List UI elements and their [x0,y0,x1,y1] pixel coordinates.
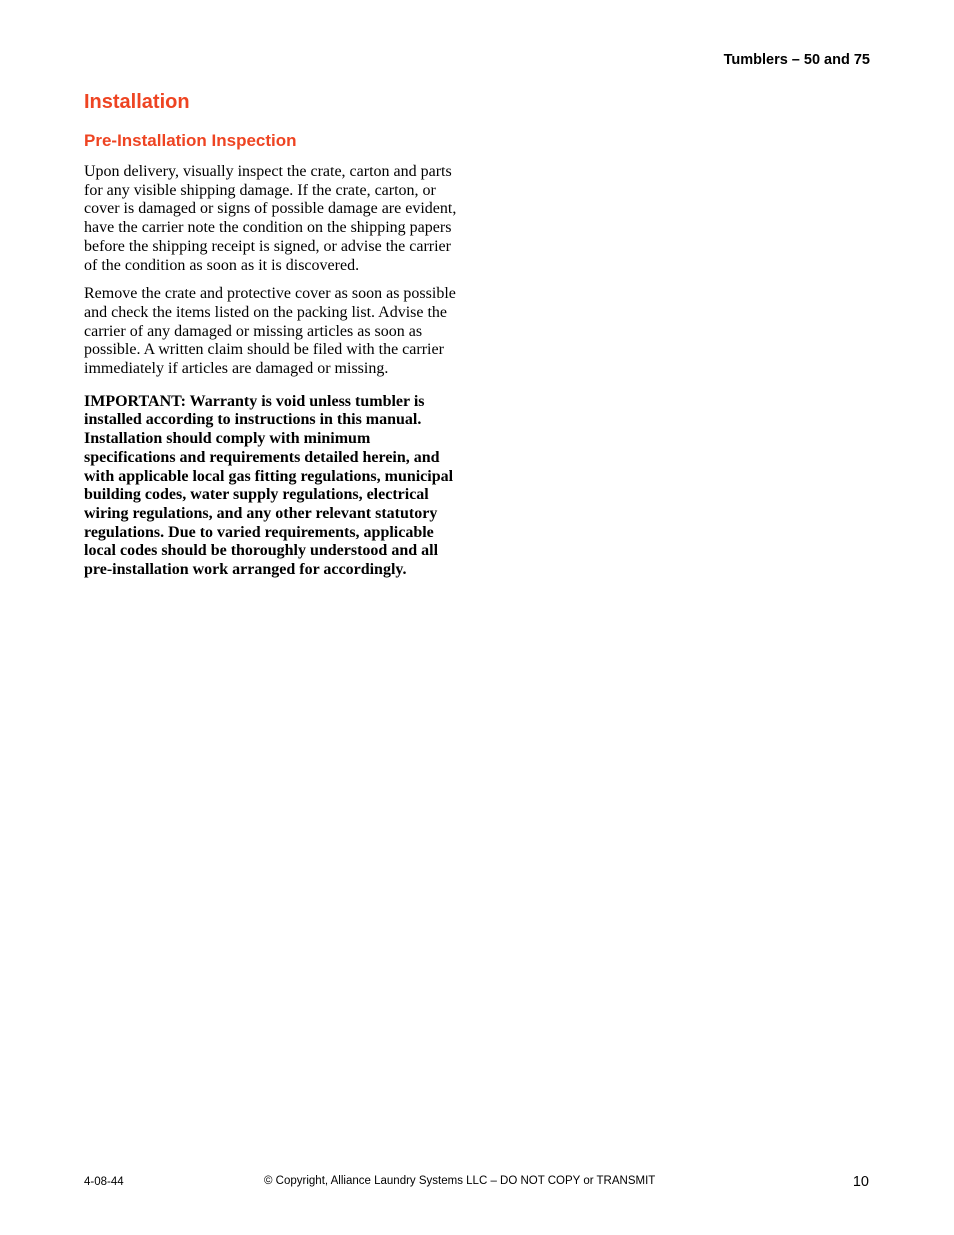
body-text-column [84,163,460,590]
running-header: Tumblers – 50 and 75 [723,52,870,68]
section-heading: Installation [84,91,190,113]
section-subheading: Pre-Installation Inspection [84,131,297,150]
paragraph-delivery-inspection: Upon delivery, visually inspect the crate, carton and parts for any visible shipping damage. If the crate, carton, or cover is damaged or signs of possible damage are evident, have the carrier note the condition on the shipping papers before the shipping receipt is signed, or advise the carrier of the condition as soon as it is discovered. [84,163,457,274]
paragraph-remove-crate: Remove the crate and protective cover as soon as possible and check the items listed on the packing list. Advise the carrier of any damaged or missing articles as soon as possible. A written claim should be filed with the carrier immediately if articles are damaged or missing. [84,285,456,378]
footer-doc-number: 4-08-44 [84,1176,124,1188]
footer-page-number: 10 [852,1174,869,1190]
footer-copyright: © Copyright, Alliance Laundry Systems LLC – DO NOT COPY or TRANSMIT [264,1175,656,1187]
important-warranty-notice: IMPORTANT: Warranty is void unless tumbler is installed according to instructions in this manual. Installation should comply with minimum specifications and requirements detailed herein, and with applicable local gas fitting regulations, municipal building codes, water supply regulations, electrical wiring regulations, and any other relevant statutory regulations. Due to varied requirements, applicable local codes should be thoroughly understood and all pre-installation work arranged for accordingly. [84,392,454,579]
